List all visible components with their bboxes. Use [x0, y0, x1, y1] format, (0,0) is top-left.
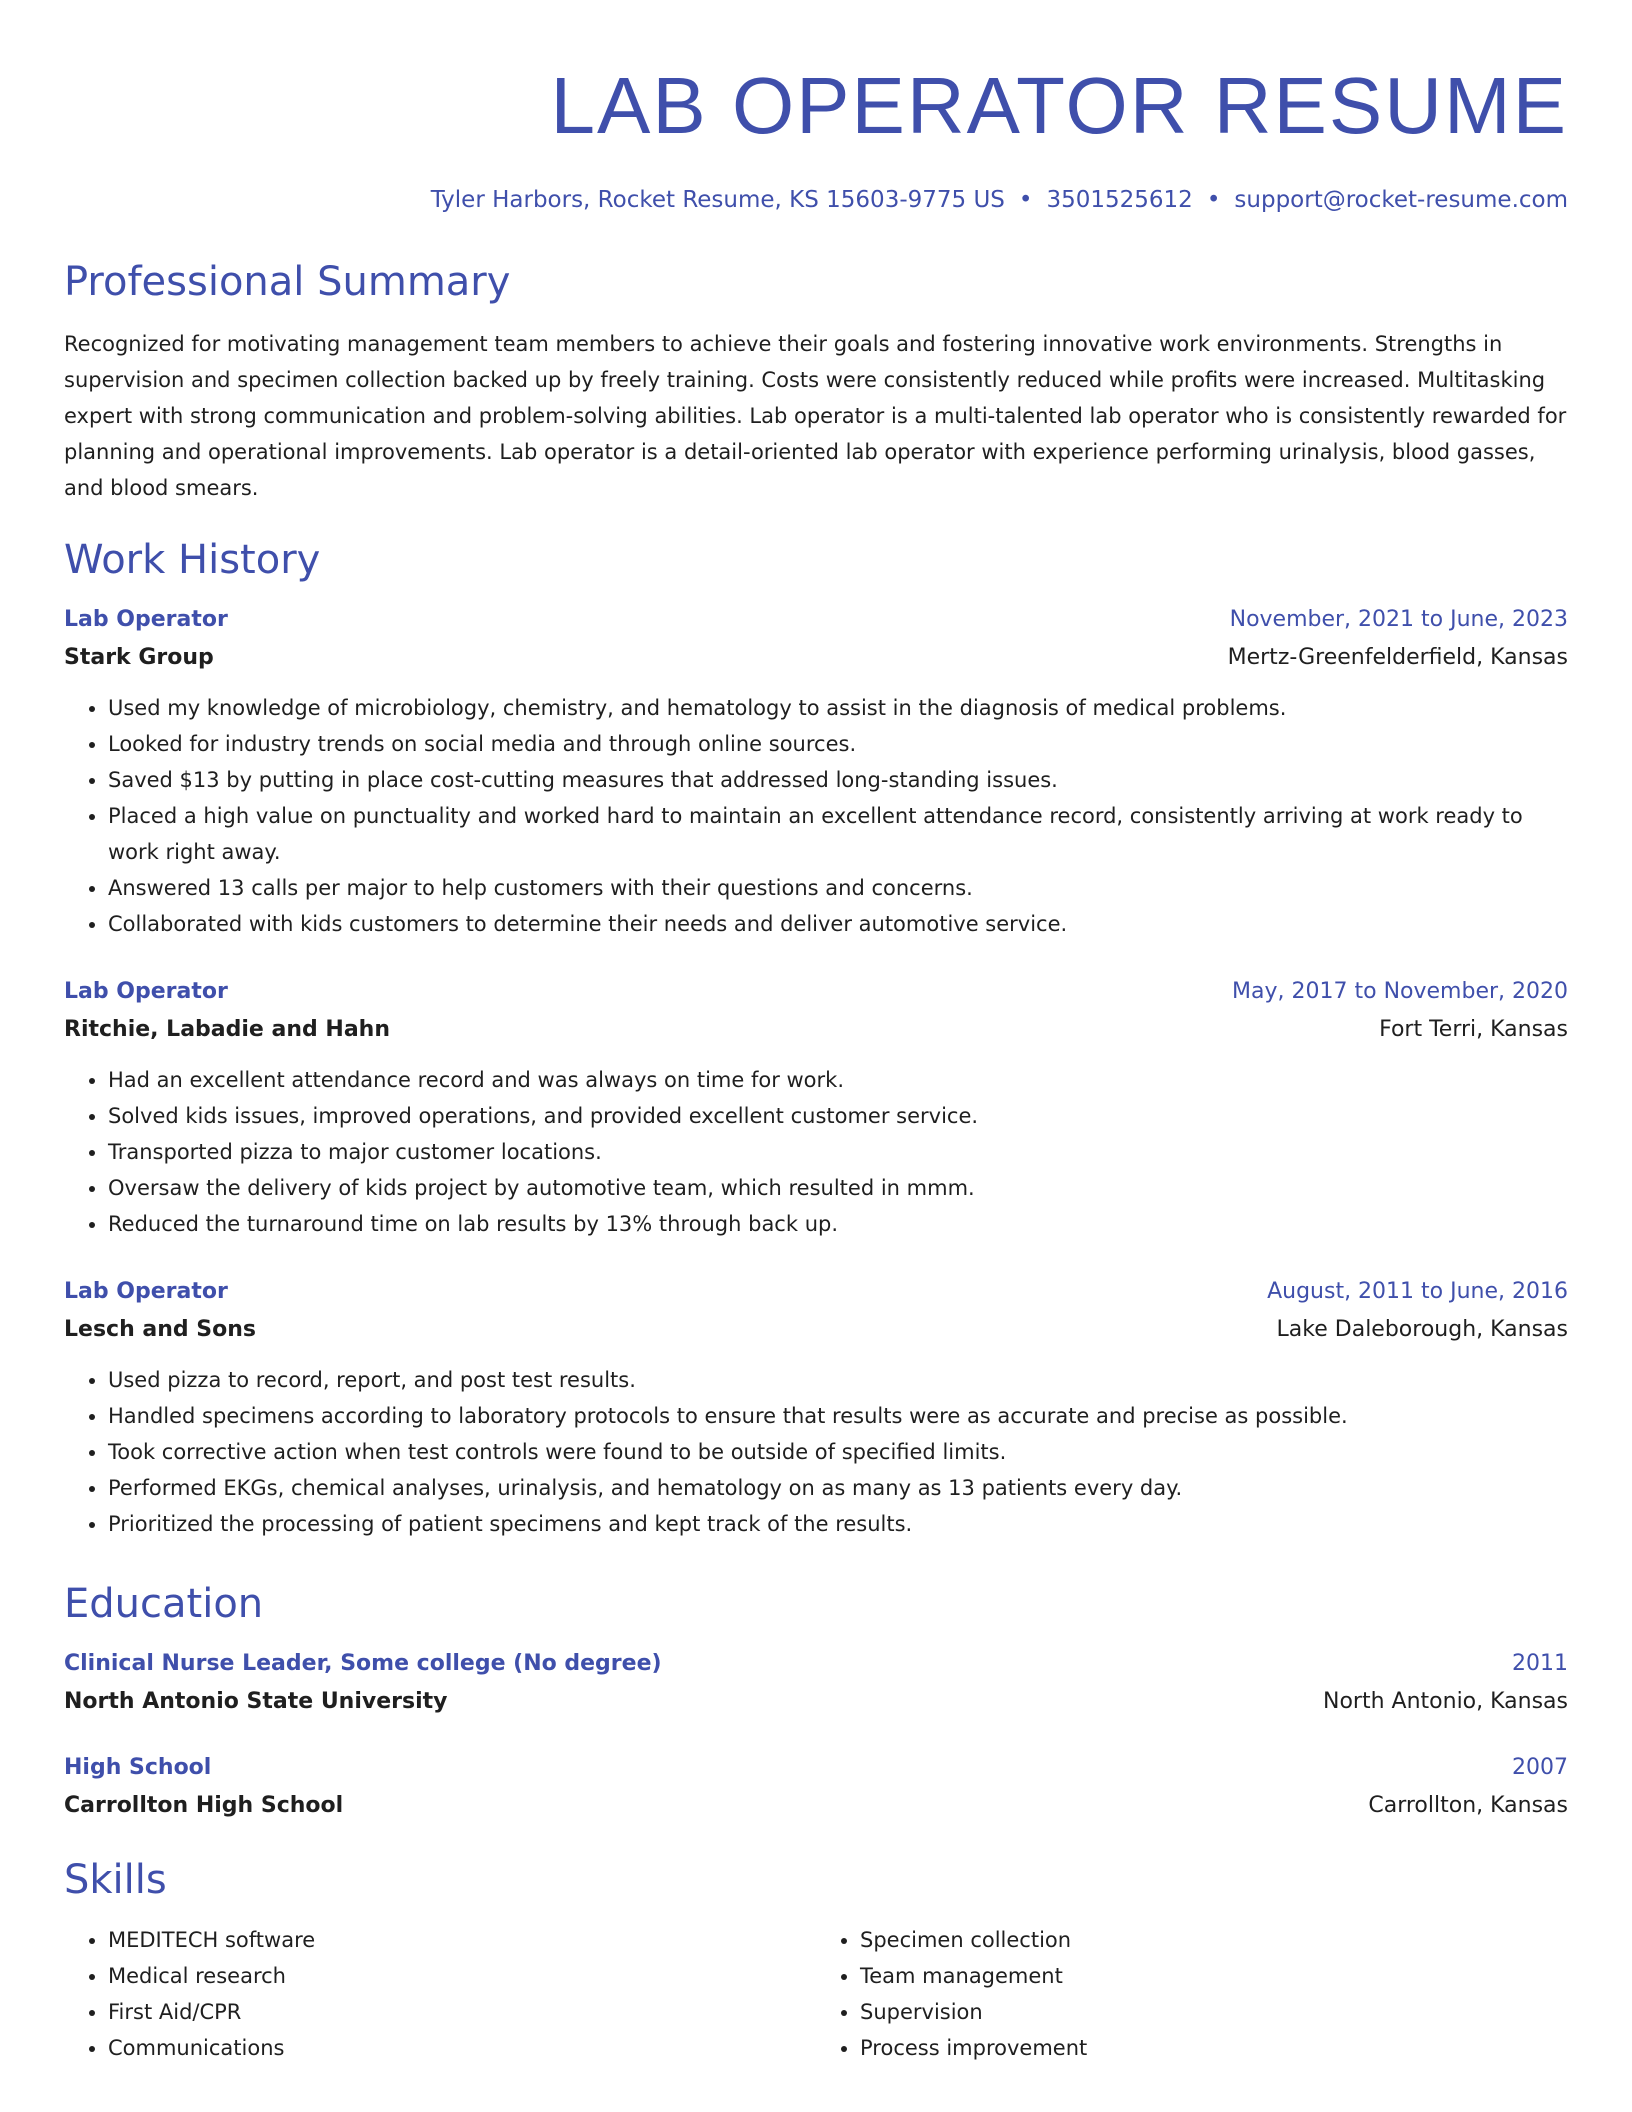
job-bullet: • Saved $13 by putting in place cost-cutting measures that addressed long-standing issues.: [108, 762, 1568, 798]
job-bullet: • Handled specimens according to laboratory protocols to ensure that results were as accurate and precise as possible.: [108, 1398, 1568, 1434]
job-role: Lab Operator: [64, 979, 228, 1004]
education-section: [64, 1576, 1568, 1826]
education-header-row: [64, 1646, 1568, 1682]
job-location: Fort Terri, Kansas: [1379, 1017, 1568, 1042]
education-entry: [64, 1646, 1568, 1722]
education-school: North Antonio State University: [64, 1689, 448, 1714]
contact-phone: 3501525612: [1046, 187, 1193, 213]
job-company-row: [64, 638, 1568, 678]
skills-heading: Skills: [64, 1857, 167, 1903]
skill-item: • MEDITECH software: [108, 1922, 816, 1958]
job-bullet: • Collaborated with kids customers to determine their needs and deliver automotive service.: [108, 906, 1568, 942]
job-role: Lab Operator: [64, 1279, 228, 1304]
skills-list-right: [816, 1922, 1568, 2066]
skills-list-left: [64, 1922, 816, 2066]
education-location: Carrollton, Kansas: [1368, 1793, 1568, 1818]
job-bullet: • Reduced the turnaround time on lab results by 13% through back up.: [108, 1206, 1568, 1242]
skill-item: • Team management: [860, 1958, 1568, 1994]
education-location: North Antonio, Kansas: [1323, 1689, 1568, 1714]
job-company-row: [64, 1310, 1568, 1350]
skill-item: • Supervision: [860, 1994, 1568, 2030]
job-bullets: [64, 1362, 1568, 1542]
contact-line: [64, 184, 1568, 216]
summary-heading: Professional Summary: [64, 259, 511, 305]
education-school-row: [64, 1682, 1568, 1722]
summary-section: [64, 254, 1568, 506]
job-bullets: [64, 690, 1568, 942]
work-history-heading: Work History: [64, 537, 321, 583]
education-degree: Clinical Nurse Leader, Some college (No degree): [64, 1651, 662, 1676]
job-bullet: • Used my knowledge of microbiology, chemistry, and hematology to assist in the diagnosis of medical problems.: [108, 690, 1568, 726]
job-bullet: • Placed a high value on punctuality and worked hard to maintain an excellent attendance record, consistently arriving at work ready to work right away.: [108, 798, 1568, 870]
job-bullet: • Transported pizza to major customer locations.: [108, 1134, 1568, 1170]
job-bullet: • Used pizza to record, report, and post test results.: [108, 1362, 1568, 1398]
skill-item: • Process improvement: [860, 2030, 1568, 2066]
job-dates: August, 2011 to June, 2016: [1267, 1279, 1568, 1304]
job-company-row: [64, 1010, 1568, 1050]
job-role: Lab Operator: [64, 607, 228, 632]
job-bullet: • Solved kids issues, improved operations, and provided excellent customer service.: [108, 1098, 1568, 1134]
job-company: Lesch and Sons: [64, 1317, 257, 1342]
skills-columns: [64, 1922, 1568, 2066]
job-location: Mertz-Greenfelderfield, Kansas: [1227, 645, 1568, 670]
job-dates: November, 2021 to June, 2023: [1229, 607, 1568, 632]
job-bullet: • Prioritized the processing of patient specimens and kept track of the results.: [108, 1506, 1568, 1542]
job-entry: [64, 974, 1568, 1242]
education-school-row: [64, 1786, 1568, 1826]
job-bullets: [64, 1062, 1568, 1242]
education-year: 2011: [1512, 1651, 1568, 1676]
contact-separator: •: [1018, 187, 1033, 213]
job-location: Lake Daleborough, Kansas: [1276, 1317, 1568, 1342]
job-company: Ritchie, Labadie and Hahn: [64, 1017, 391, 1042]
skill-item: • Medical research: [108, 1958, 816, 1994]
job-bullet: • Answered 13 calls per major to help customers with their questions and concerns.: [108, 870, 1568, 906]
education-year: 2007: [1512, 1755, 1568, 1780]
job-entry: [64, 602, 1568, 942]
job-bullet: • Took corrective action when test controls were found to be outside of specified limits.: [108, 1434, 1568, 1470]
skills-section: [64, 1852, 1568, 2066]
skill-item: • Communications: [108, 2030, 816, 2066]
job-header-row: [64, 974, 1568, 1010]
skill-item: • First Aid/CPR: [108, 1994, 816, 2030]
resume-header: [64, 56, 1568, 216]
education-entry: [64, 1750, 1568, 1826]
job-bullet: • Had an excellent attendance record and was always on time for work.: [108, 1062, 1568, 1098]
work-history-section: [64, 532, 1568, 1542]
contact-separator: •: [1206, 187, 1221, 213]
job-bullet: • Oversaw the delivery of kids project by automotive team, which resulted in mmm.: [108, 1170, 1568, 1206]
education-heading: Education: [64, 1581, 264, 1627]
contact-address: Tyler Harbors, Rocket Resume, KS 15603-9775 US: [430, 187, 1005, 213]
education-degree: High School: [64, 1755, 212, 1780]
education-header-row: [64, 1750, 1568, 1786]
job-header-row: [64, 1274, 1568, 1310]
job-dates: May, 2017 to November, 2020: [1232, 979, 1568, 1004]
job-company: Stark Group: [64, 645, 214, 670]
job-entry: [64, 1274, 1568, 1542]
resume-title: LAB OPERATOR RESUME: [550, 61, 1568, 150]
job-header-row: [64, 602, 1568, 638]
education-school: Carrollton High School: [64, 1793, 344, 1818]
job-bullet: • Performed EKGs, chemical analyses, urinalysis, and hematology on as many as 13 patients every day.: [108, 1470, 1568, 1506]
job-bullet: • Looked for industry trends on social media and through online sources.: [108, 726, 1568, 762]
skill-item: • Specimen collection: [860, 1922, 1568, 1958]
contact-email: support@rocket-resume.com: [1234, 187, 1568, 213]
summary-text: Recognized for motivating management team members to achieve their goals and fostering innovative work environments. Strengths in supervision and specimen collection backed up by freely training. Costs were consistently reduced while profits were increased. Multitasking expert with strong communication and problem-solving abilities. Lab operator is a multi-talented lab operator who is consistently rewarded for planning and operational improvements. Lab operator is a detail-oriented lab operator with experience performing urinalysis, blood gasses, and blood smears.: [64, 332, 1567, 500]
